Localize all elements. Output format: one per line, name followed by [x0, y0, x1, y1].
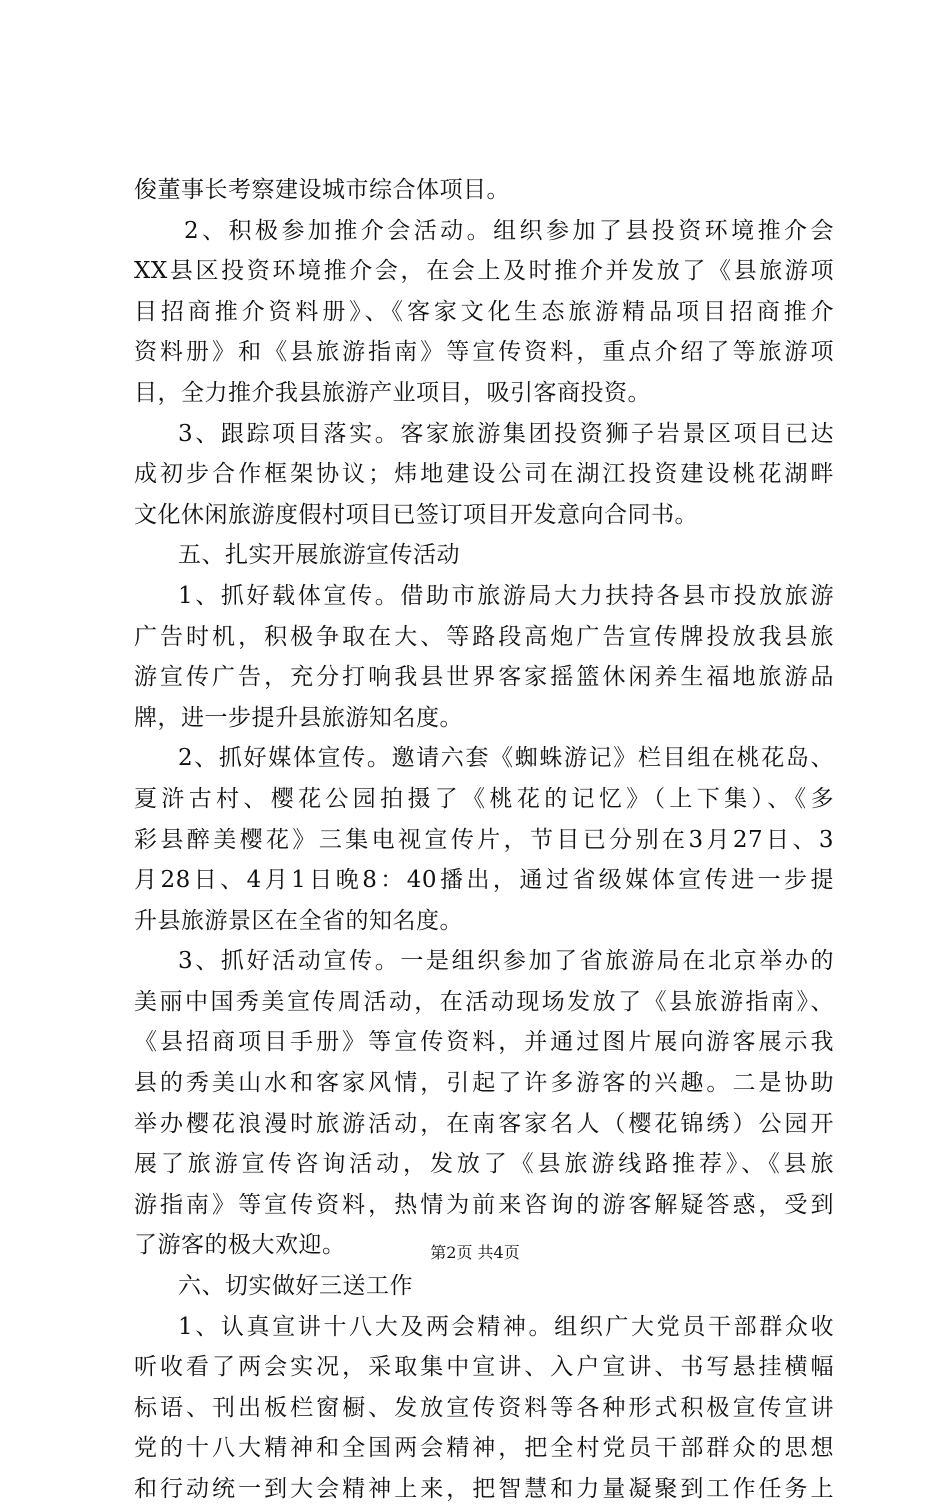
- text-line: 文化休闲旅游度假村项目已签订项目开发意向合同书。: [134, 501, 698, 528]
- text-line: 举办樱花浪漫时旅游活动，在南客家名人（樱花锦绣）公园开: [134, 1110, 834, 1137]
- text-line: 夏浒古村、樱花公园拍摄了《桃花的记忆》（上下集）、《多: [134, 785, 834, 812]
- text-line: 牌，进一步提升县旅游知名度。: [134, 704, 463, 731]
- text-line: 成初步合作框架协议；炜地建设公司在湖江投资建设桃花湖畔: [134, 461, 834, 488]
- text-line: 2、抓好媒体宣传。邀请六套《蜘蛛游记》栏目组在桃花岛、: [178, 745, 834, 772]
- text-line: 听收看了两会实况，采取集中宣讲、入户宣讲、书写悬挂横幅: [134, 1354, 834, 1381]
- text-line: 游指南》等宣传资料，热情为前来咨询的游客解疑答惑，受到: [134, 1191, 834, 1218]
- text-line: 标语、刊出板栏窗橱、发放宣传资料等各种形式积极宣传宣讲: [134, 1394, 834, 1421]
- text-line: 3、抓好活动宣传。一是组织参加了省旅游局在北京举办的: [178, 948, 834, 975]
- text-line: 彩县醉美樱花》三集电视宣传片，节目已分别在3月27日、3: [134, 826, 834, 853]
- text-line: 党的十八大精神和全国两会精神，把全村党员干部群众的思想: [134, 1435, 834, 1462]
- text-line: 美丽中国秀美宣传周活动，在活动现场发放了《县旅游指南》、: [134, 988, 834, 1015]
- text-line: 3、跟踪项目落实。客家旅游集团投资狮子岩景区项目已达: [178, 420, 834, 447]
- text-line: 了游客的极大欢迎。: [134, 1232, 346, 1259]
- text-line: 六、切实做好三送工作: [178, 1273, 413, 1300]
- text-line: 五、扎实开展旅游宣传活动: [178, 542, 460, 569]
- text-line: 《县招商项目手册》等宣传资料，并通过图片展向游客展示我: [134, 1029, 834, 1056]
- text-line: 月28日、4月1日晚8：40播出，通过省级媒体宣传进一步提: [134, 867, 834, 894]
- page-footer: 第2页 共4页: [430, 1243, 520, 1262]
- text-line: 资料册》和《县旅游指南》等宣传资料，重点介绍了等旅游项: [134, 339, 834, 366]
- text-line: 俊董事长考察建设城市综合体项目。: [134, 177, 510, 203]
- text-line: XX县区投资环境推介会，在会上及时推介并发放了《县旅游项: [134, 258, 834, 285]
- text-line: 游宣传广告，充分打响我县世界客家摇篮休闲养生福地旅游品: [134, 664, 834, 691]
- text-line: 和行动统一到大会精神上来，把智慧和力量凝聚到工作任务上: [134, 1476, 834, 1502]
- text-line: 升县旅游景区在全省的知名度。: [134, 907, 463, 934]
- text-line: 展了旅游宣传咨询活动，发放了《县旅游线路推荐》、《县旅: [134, 1151, 834, 1178]
- text-line: 广告时机，积极争取在大、等路段高炮广告宣传牌投放我县旅: [134, 623, 834, 650]
- text-line: 县的秀美山水和客家风情，引起了许多游客的兴趣。二是协助: [134, 1070, 834, 1097]
- text-line: 2、积极参加推介会活动。组织参加了县投资环境推介会: [184, 217, 834, 244]
- text-line: 目，全力推介我县旅游产业项目，吸引客商投资。: [134, 379, 651, 406]
- text-line: 1、抓好载体宣传。借助市旅游局大力扶持各县市投放旅游: [178, 582, 834, 609]
- text-line: 1、认真宣讲十八大及两会精神。组织广大党员干部群众收: [178, 1313, 834, 1340]
- document-body: [134, 170, 834, 1510]
- text-line: 目招商推介资料册》、《客家文化生态旅游精品项目招商推介: [134, 298, 834, 325]
